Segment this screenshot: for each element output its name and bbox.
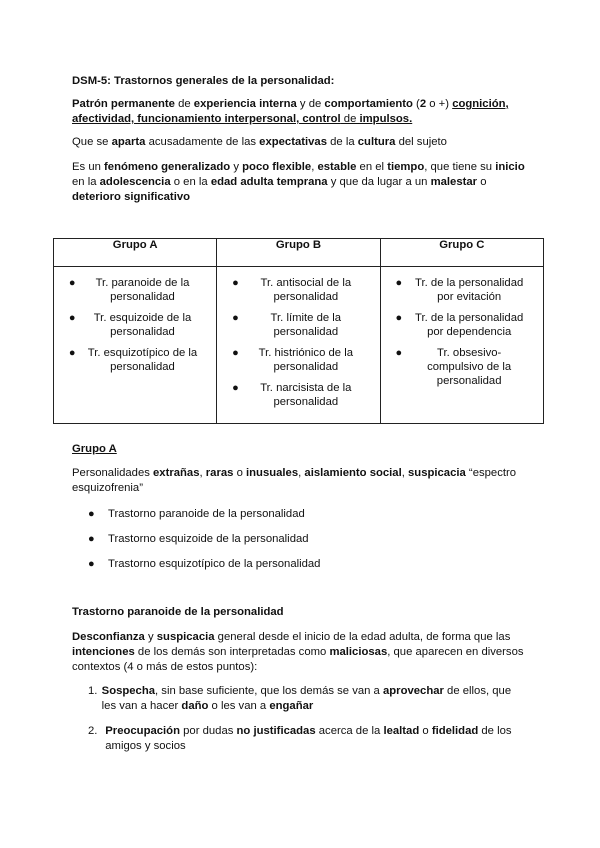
document-title: DSM-5: Trastornos generales de la personalidad:	[72, 75, 335, 87]
list-item	[58, 346, 212, 374]
bullet-icon: ●	[68, 277, 76, 289]
text: acusadamente de las	[145, 136, 260, 148]
cell-grupo-a	[54, 267, 217, 424]
text: y	[144, 631, 157, 643]
term: aprovechar	[382, 685, 444, 697]
term: aparta	[111, 136, 146, 148]
list-item	[221, 381, 375, 409]
term: inicio	[495, 161, 525, 173]
term: adolescencia	[99, 176, 171, 188]
text: , sin base suficiente, que los demás se van a	[155, 685, 383, 697]
term-impulsos: impulsos.	[359, 113, 413, 125]
term: estable	[317, 161, 357, 173]
term-patron: Patrón permanente	[72, 98, 175, 110]
list-item	[58, 311, 212, 339]
term: malestar	[430, 176, 478, 188]
bullet-icon: ●	[88, 558, 95, 570]
text: acerca de la	[315, 725, 384, 737]
term: fidelidad	[431, 725, 479, 737]
list-item-text: Tr. de la personalidad por dependencia	[415, 312, 524, 338]
term: Preocupación	[105, 725, 180, 737]
text: , que aparecen en diversos contextos (4 o más de estos puntos):	[72, 646, 524, 673]
term: cultura	[357, 136, 396, 148]
criterion-text	[102, 684, 528, 714]
list-item	[58, 276, 212, 304]
grupo-a-description	[72, 466, 532, 496]
bullet-icon: ●	[68, 312, 76, 324]
grupo-a-heading	[72, 442, 532, 457]
grupo-a-heading-text: Grupo A	[72, 443, 117, 455]
term: Sospecha	[101, 685, 156, 697]
text: de los amigos y socios	[105, 725, 512, 752]
text: por dudas	[179, 725, 237, 737]
term: suspicacia	[156, 631, 215, 643]
list-item-text: Tr. antisocial de la personalidad	[260, 277, 352, 303]
term: lealtad	[383, 725, 420, 737]
term: maliciosas	[329, 646, 388, 658]
term: inusuales	[246, 467, 299, 479]
list-number: 1.	[88, 685, 98, 697]
paranoide-heading	[72, 605, 532, 620]
text: (	[412, 98, 420, 110]
term: edad adulta temprana	[210, 176, 328, 188]
term: raras	[205, 467, 234, 479]
text: “espectro esquizofrenia”	[72, 467, 517, 494]
bullet-icon: ●	[88, 533, 95, 545]
text: y que da lugar a un	[327, 176, 431, 188]
list-item	[385, 311, 539, 339]
list-item	[88, 532, 528, 557]
criterion-text	[105, 724, 528, 754]
term: daño	[181, 700, 209, 712]
term-experiencia: experiencia interna	[193, 98, 297, 110]
term: deterioro significativo	[72, 191, 191, 203]
text: Es un	[72, 161, 105, 173]
personality-groups-table	[53, 238, 544, 424]
term: poco flexible	[242, 161, 312, 173]
paranoide-intro	[72, 630, 532, 675]
text: o	[477, 176, 487, 188]
list-number: 2.	[88, 725, 98, 737]
text: ,	[311, 161, 318, 173]
bullet-icon: ●	[395, 277, 403, 289]
text: de ellos, que les van a hacer	[101, 685, 512, 712]
bullet-icon: ●	[395, 312, 403, 324]
list-item	[385, 346, 539, 388]
text: , que tiene su	[424, 161, 496, 173]
list-item-text: Trastorno esquizotípico de la personalidad	[108, 558, 321, 570]
list-item-text: Tr. obsesivo-compulsivo de la personalidad	[427, 347, 512, 387]
bullet-icon: ●	[232, 347, 239, 359]
list-item-text: Trastorno esquizoide de la personalidad	[108, 533, 309, 545]
term: no justificadas	[236, 725, 316, 737]
text: o les van a	[208, 700, 270, 712]
text: ,	[199, 467, 206, 479]
paranoide-criteria-list	[88, 684, 528, 764]
text: en la	[72, 176, 100, 188]
list-item-text: Tr. histriónico de la personalidad	[258, 347, 353, 373]
term-comportamiento: comportamiento	[324, 98, 413, 110]
grupo-a-list	[88, 507, 528, 582]
bullet-icon: ●	[395, 347, 403, 359]
text: o	[233, 467, 246, 479]
list-item-text: Tr. esquizoide de la personalidad	[93, 312, 192, 338]
text: ,	[298, 467, 305, 479]
text: y	[230, 161, 243, 173]
list-item-text: Tr. narcisista de la personalidad	[260, 382, 352, 408]
bullet-icon: ●	[232, 382, 239, 394]
text: en el	[356, 161, 388, 173]
definition-paragraph-3	[72, 160, 532, 205]
list-item	[385, 276, 539, 304]
list-item	[221, 346, 375, 374]
bullet-icon: ●	[68, 347, 76, 359]
term: expectativas	[259, 136, 327, 148]
list-item-text: Trastorno paranoide de la personalidad	[108, 508, 305, 520]
list-item-text: Tr. esquizotípico de la personalidad	[87, 347, 198, 373]
text: o	[419, 725, 432, 737]
list-item-text: Tr. de la personalidad por evitación	[415, 277, 524, 303]
text: de	[174, 98, 194, 110]
cell-grupo-b	[217, 267, 380, 424]
text: de los demás son interpretadas como	[134, 646, 330, 658]
header-grupo-a: Grupo A	[54, 239, 217, 267]
list-item	[88, 557, 528, 582]
bullet-icon: ●	[88, 508, 95, 520]
text: Que se	[72, 136, 112, 148]
term-areas: cognición, afectividad, funcionamiento interpersonal, control	[72, 98, 509, 125]
text: general desde el inicio de la edad adulta, de forma que las	[214, 631, 511, 643]
criterion-1	[88, 684, 528, 714]
term: fenómeno generalizado	[104, 161, 231, 173]
bullet-icon: ●	[232, 277, 239, 289]
list-item-text: Tr. límite de la personalidad	[270, 312, 342, 338]
text: ,	[401, 467, 409, 479]
term: engañar	[269, 700, 314, 712]
term: Desconfianza	[72, 631, 145, 643]
text: de	[340, 113, 360, 125]
list-item	[221, 276, 375, 304]
bullet-icon: ●	[232, 312, 239, 324]
term: aislamiento social	[304, 467, 402, 479]
criterion-2	[88, 724, 528, 754]
header-grupo-c: Grupo C	[380, 239, 543, 267]
term-dos: 2	[419, 98, 427, 110]
list-item-text: Tr. paranoide de la personalidad	[95, 277, 190, 303]
text: Personalidades	[72, 467, 154, 479]
term: tiempo	[387, 161, 425, 173]
text: o +)	[426, 98, 453, 110]
definition-paragraph-1	[72, 97, 532, 127]
definition-paragraph-2	[72, 135, 532, 150]
text: del sujeto	[395, 136, 447, 148]
term: intenciones	[72, 646, 135, 658]
term: suspicacia	[408, 467, 466, 479]
term: extrañas	[153, 467, 200, 479]
list-item	[88, 507, 528, 532]
cell-grupo-c	[380, 267, 543, 424]
text: y de	[296, 98, 325, 110]
text: o en la	[170, 176, 211, 188]
list-item	[221, 311, 375, 339]
text: de la	[326, 136, 358, 148]
header-grupo-b: Grupo B	[217, 239, 380, 267]
paranoide-heading-text: Trastorno paranoide de la personalidad	[72, 606, 284, 618]
